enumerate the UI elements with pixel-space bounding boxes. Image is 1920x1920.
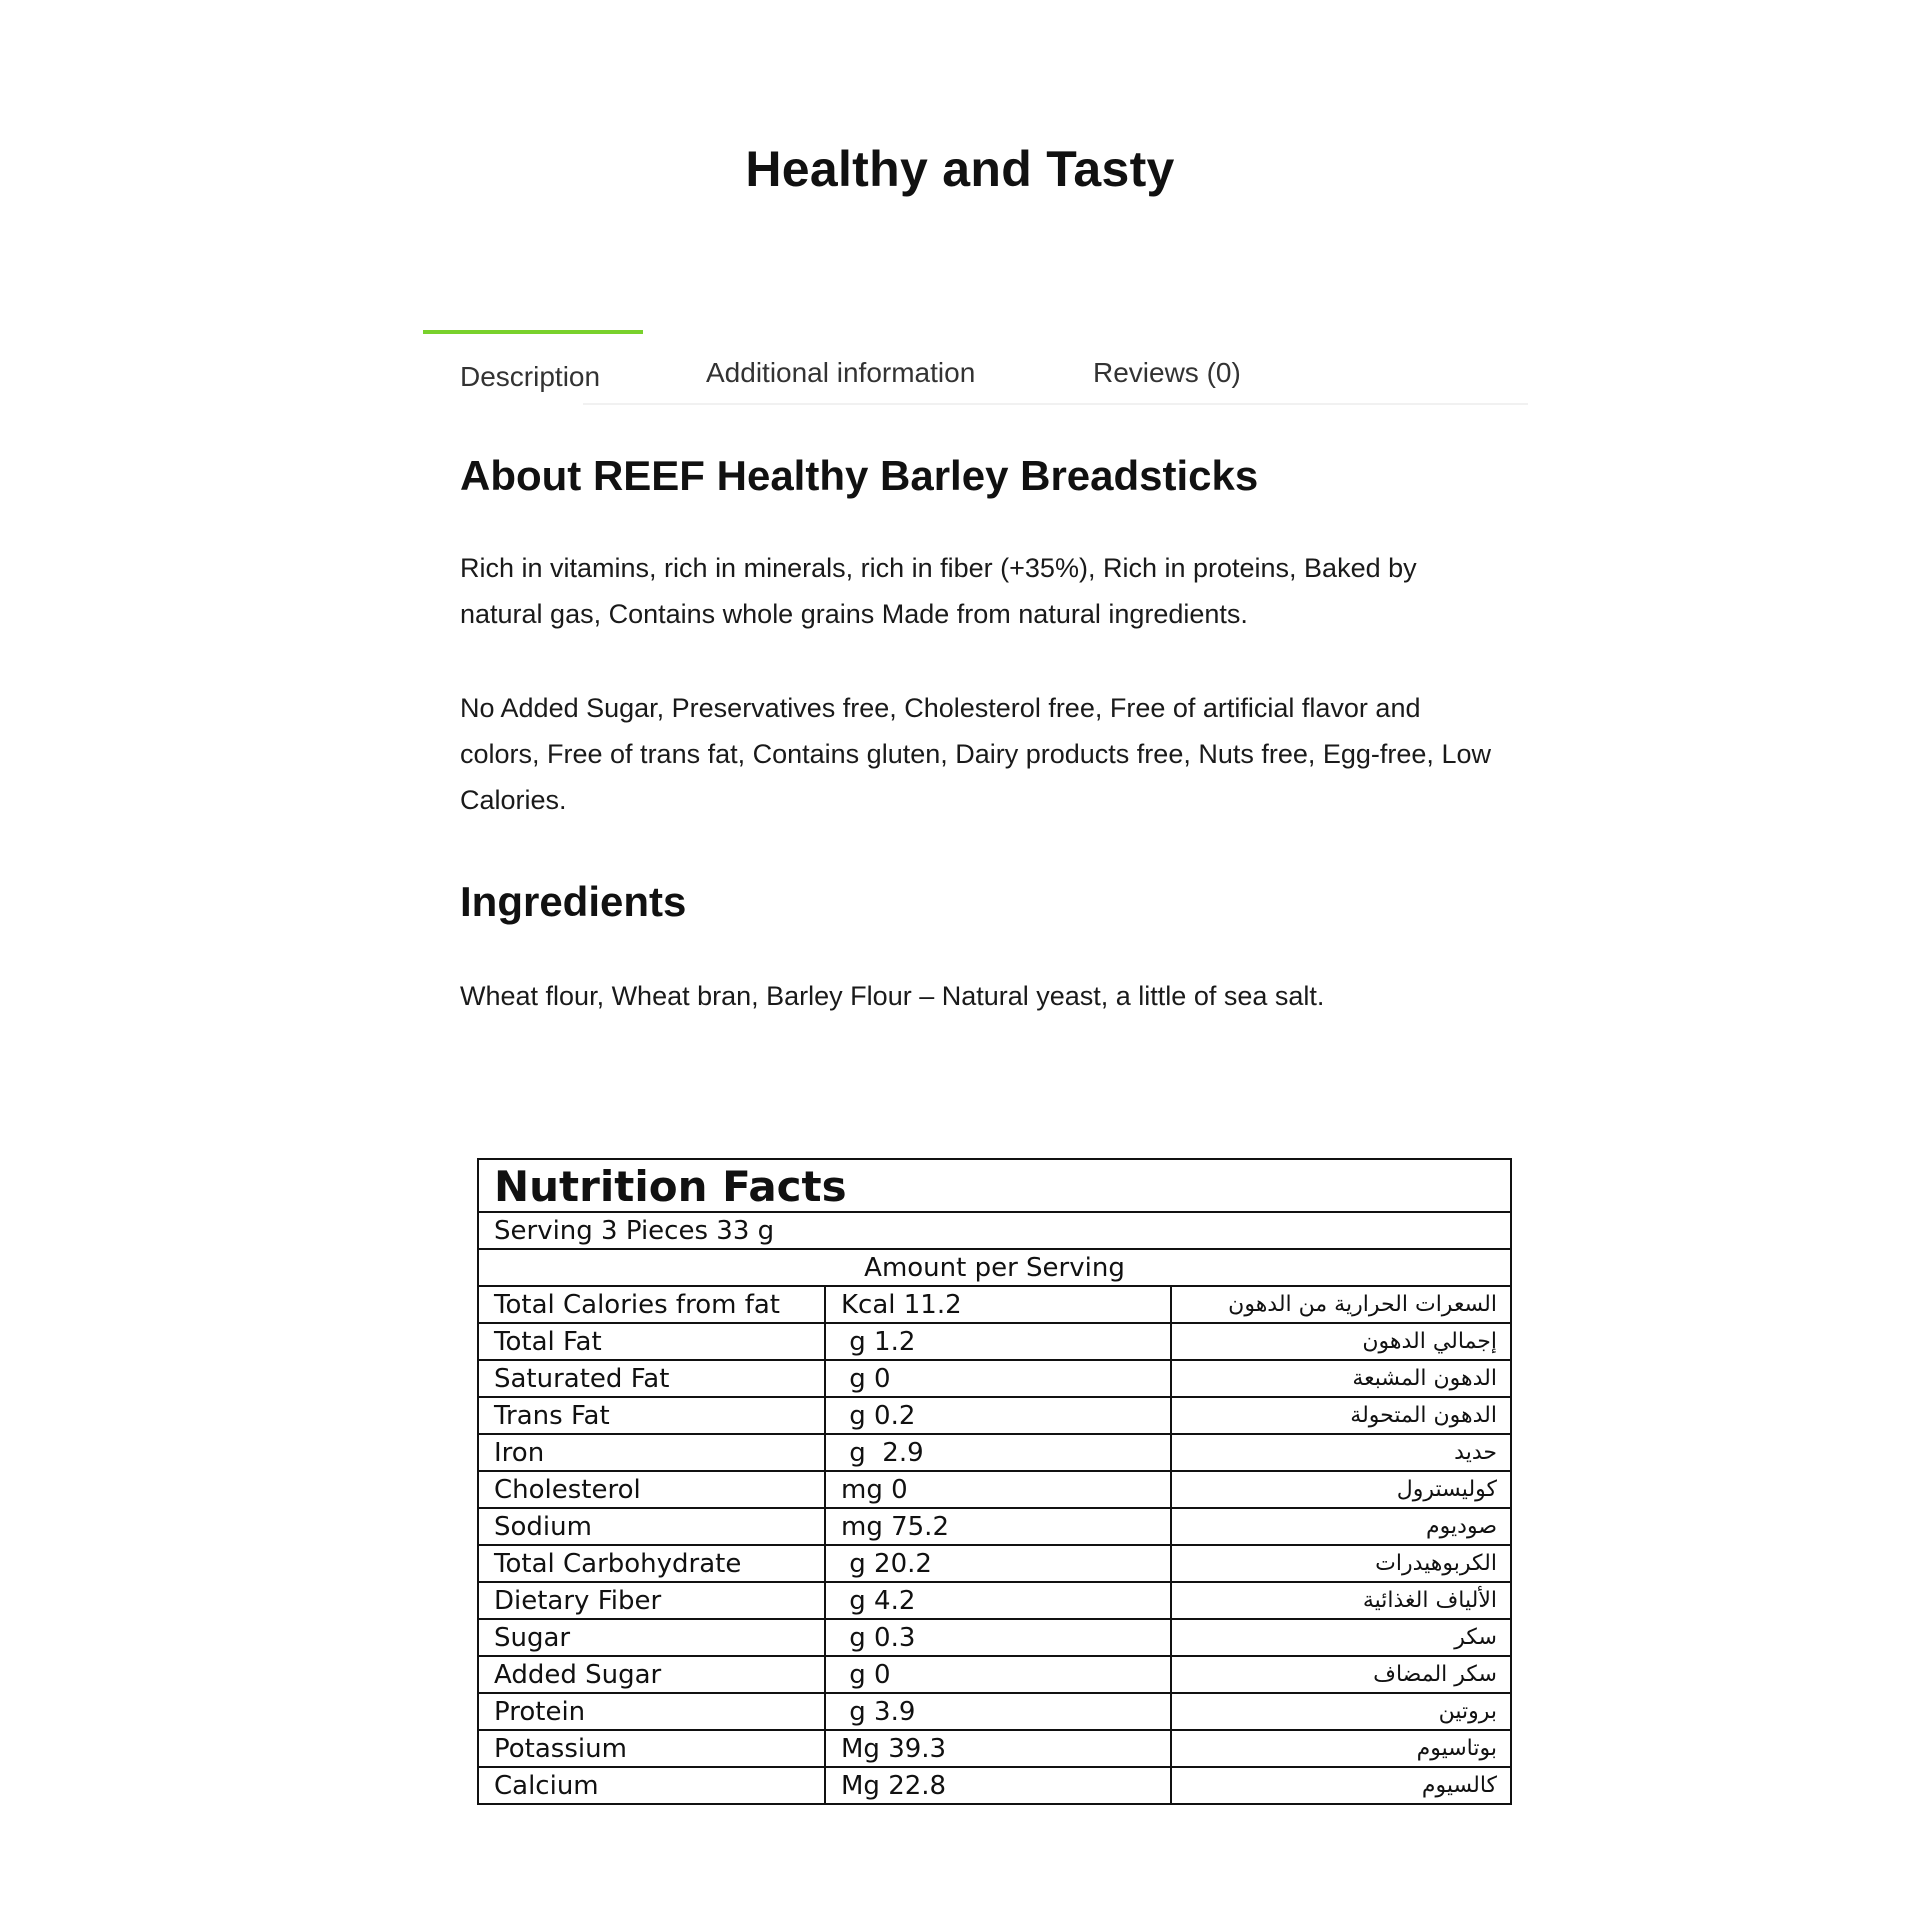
table-row bbox=[479, 1508, 1510, 1545]
nutrient-name-arabic: كالسيوم bbox=[1171, 1767, 1510, 1803]
nutrient-value: g 0.3 bbox=[825, 1619, 1171, 1656]
nutrient-name: Total Calories from fat bbox=[479, 1287, 825, 1323]
nutrient-value: Kcal 11.2 bbox=[825, 1287, 1171, 1323]
nutrient-name: Protein bbox=[479, 1693, 825, 1730]
table-row bbox=[479, 1582, 1510, 1619]
nutrient-name-arabic: حديد bbox=[1171, 1434, 1510, 1471]
nutrition-facts-table bbox=[477, 1158, 1512, 1805]
nutrient-value: g 3.9 bbox=[825, 1693, 1171, 1730]
nutrient-name: Total Carbohydrate bbox=[479, 1545, 825, 1582]
table-row bbox=[479, 1693, 1510, 1730]
nutrient-name-arabic: بروتين bbox=[1171, 1693, 1510, 1730]
ingredients-text: Wheat flour, Wheat bran, Barley Flour – Natural yeast, a little of sea salt. bbox=[460, 981, 1325, 1011]
amount-per-serving-header: Amount per Serving bbox=[479, 1250, 1510, 1287]
table-row bbox=[479, 1471, 1510, 1508]
nutrient-value: g 4.2 bbox=[825, 1582, 1171, 1619]
table-row bbox=[479, 1619, 1510, 1656]
nutrient-name: Sugar bbox=[479, 1619, 825, 1656]
nutrient-value: g 0.2 bbox=[825, 1397, 1171, 1434]
nutrient-name: Trans Fat bbox=[479, 1397, 825, 1434]
nutrient-name-arabic: بوتاسيوم bbox=[1171, 1730, 1510, 1767]
nutrient-name: Cholesterol bbox=[479, 1471, 825, 1508]
nutrient-name: Total Fat bbox=[479, 1323, 825, 1360]
tab-reviews[interactable]: Reviews (0) bbox=[1093, 357, 1241, 388]
nutrient-value: g 2.9 bbox=[825, 1434, 1171, 1471]
nutrient-name: Added Sugar bbox=[479, 1656, 825, 1693]
nutrient-name: Dietary Fiber bbox=[479, 1582, 825, 1619]
page-title: Healthy and Tasty bbox=[745, 141, 1175, 197]
nutrient-value: g 20.2 bbox=[825, 1545, 1171, 1582]
nutrient-name-arabic: كوليسترول bbox=[1171, 1471, 1510, 1508]
nutrient-value: Mg 22.8 bbox=[825, 1767, 1171, 1803]
ingredients-heading: Ingredients bbox=[460, 878, 687, 925]
about-heading: About REEF Healthy Barley Breadsticks bbox=[460, 452, 1259, 499]
nutrient-name-arabic: الكربوهيدرات bbox=[1171, 1545, 1510, 1582]
product-tabs bbox=[423, 330, 1528, 405]
table-row bbox=[479, 1287, 1510, 1323]
nutrient-value: Mg 39.3 bbox=[825, 1730, 1171, 1767]
tab-additional-information[interactable]: Additional information bbox=[706, 357, 976, 388]
nutrient-name-arabic: سكر bbox=[1171, 1619, 1510, 1656]
table-row bbox=[479, 1323, 1510, 1360]
nutrient-name: Iron bbox=[479, 1434, 825, 1471]
nutrient-value: mg 75.2 bbox=[825, 1508, 1171, 1545]
table-row bbox=[479, 1397, 1510, 1434]
table-row bbox=[479, 1767, 1510, 1803]
nutrient-name-arabic: الدهون المشبعة bbox=[1171, 1360, 1510, 1397]
nutrient-name-arabic: الألياف الغذائية bbox=[1171, 1582, 1510, 1619]
nutrient-value: g 0 bbox=[825, 1656, 1171, 1693]
nutrition-title: Nutrition Facts bbox=[479, 1160, 1510, 1213]
nutrient-name-arabic: سكر المضاف bbox=[1171, 1656, 1510, 1693]
nutrient-name-arabic: الدهون المتحولة bbox=[1171, 1397, 1510, 1434]
table-row bbox=[479, 1545, 1510, 1582]
nutrient-value: g 1.2 bbox=[825, 1323, 1171, 1360]
nutrient-name: Potassium bbox=[479, 1730, 825, 1767]
nutrient-name-arabic: السعرات الحرارية من الدهون bbox=[1228, 1292, 1497, 1317]
nutrient-name-arabic: صوديوم bbox=[1171, 1508, 1510, 1545]
tab-description[interactable]: Description bbox=[423, 330, 643, 404]
nutrient-name-arabic: إجمالي الدهون bbox=[1171, 1323, 1510, 1360]
free-from-paragraph: No Added Sugar, Preservatives free, Cholesterol free, Free of artificial flavor and colors, Free of trans fat, Contains gluten, Dairy products free, Nuts free, Egg-free, Low Calories. bbox=[460, 693, 1491, 815]
nutrient-name: Sodium bbox=[479, 1508, 825, 1545]
nutrient-name: Calcium bbox=[479, 1767, 825, 1803]
nutrient-value: mg 0 bbox=[825, 1471, 1171, 1508]
description-paragraph: Rich in vitamins, rich in minerals, rich in fiber (+35%), Rich in proteins, Baked by natural gas, Contains whole grains Made from natural ingredients. bbox=[460, 553, 1417, 629]
table-row bbox=[479, 1730, 1510, 1767]
table-row bbox=[479, 1360, 1510, 1397]
serving-size: Serving 3 Pieces 33 g bbox=[479, 1213, 1510, 1250]
table-row bbox=[479, 1434, 1510, 1471]
nutrient-rows bbox=[479, 1287, 1510, 1803]
nutrient-value: g 0 bbox=[825, 1360, 1171, 1397]
nutrient-name: Saturated Fat bbox=[479, 1360, 825, 1397]
table-row bbox=[479, 1656, 1510, 1693]
